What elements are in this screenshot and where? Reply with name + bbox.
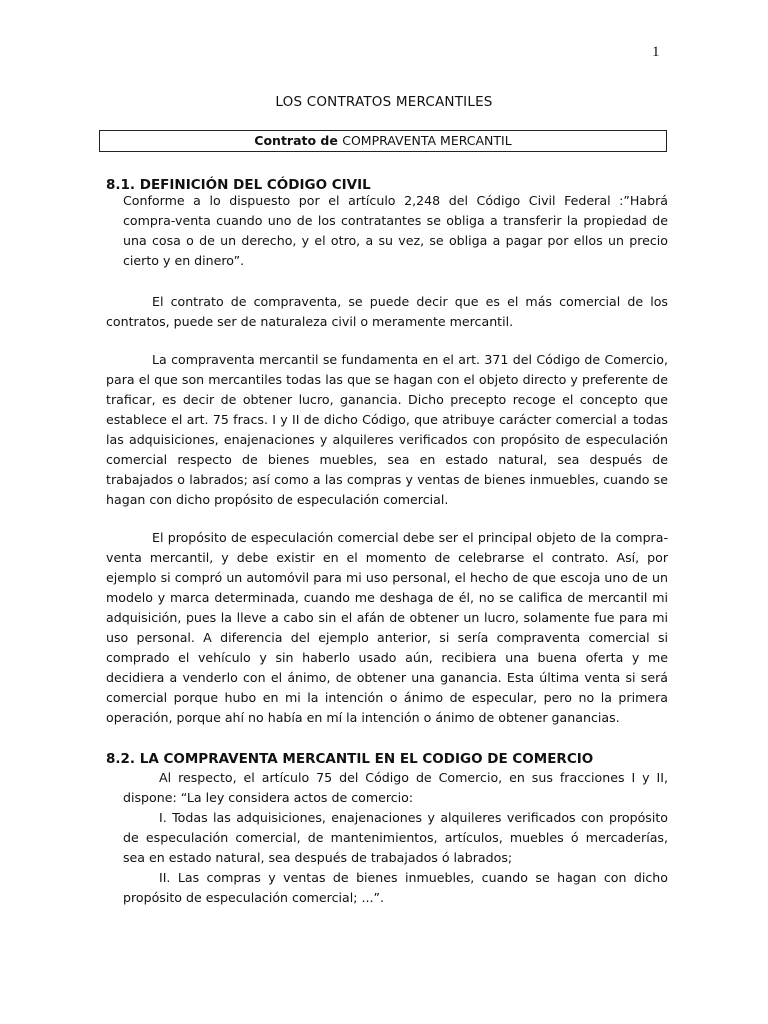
- paragraph-speculation-purpose: El propósito de especulación comercial debe ser el principal objeto de la compra-venta mercantil, y debe existir en el momento de celebrarse el contrato. Así, por ejemplo si compró un automóvil para mi uso personal, el hecho de que escoja uno de un modelo y marca determinada, cuando me deshaga de él, no se califica de mercantil mi adquisición, pues la lleve a cabo sin el afán de obtener un lucro, solamente fue para mi uso personal. A diferencia del ejemplo anterior, si sería compraventa comercial si comprado el vehículo y sin haberlo usado aún, recibiera una buena oferta y me decidiera a venderlo con el ánimo, de obtener una ganancia. Esta última venta si será comercial porque hubo en mi la intención o ánimo de especular, pero no la primera operación, porque ahí no había en mí la intención o ánimo de obtener ganancias.: [106, 530, 668, 725]
- section-heading-definition: 8.1. DEFINICIÓN DEL CÓDIGO CIVIL: [106, 177, 371, 193]
- paragraph-commerce-code-371: La compraventa mercantil se fundamenta en el art. 371 del Código de Comercio, para el que son mercantiles todas las que se hagan con el objeto directo y preferente de traficar, es decir de obtener lucro, ganancia. Dicho precepto recoge el concepto que establece el art. 75 fracs. I y II de dicho Código, que atribuye carácter comercial a todas las adquisiciones, enajenaciones y alquileres verificados con propósito de especulación comercial respecto de bienes muebles, sea en estado natural, sea después de trabajados o labrados; así como a las compras y ventas de bienes inmuebles, cuando se hagan con dicho propósito de especulación comercial.: [106, 352, 668, 507]
- article-75-intro: Al respecto, el artículo 75 del Código de Comercio, en sus fracciones I y II, dispone: “La ley considera actos de comercio:: [123, 770, 668, 805]
- contract-title-box: [99, 130, 667, 152]
- contract-title-emphasis: COMPRAVENTA MERCANTIL: [342, 133, 512, 148]
- fraction-two: II. Las compras y ventas de bienes inmuebles, cuando se hagan con dicho propósito de especulación comercial; ...”.: [123, 870, 668, 905]
- section-heading-commerce-code: 8.2. LA COMPRAVENTA MERCANTIL EN EL CODIGO DE COMERCIO: [106, 751, 594, 767]
- civil-code-quote: Conforme a lo dispuesto por el artículo 2,248 del Código Civil Federal :”Habrá compra-venta cuando uno de los contratantes se obliga a transferir la propiedad de una cosa o de un derecho, y el otro, a su vez, se obliga a pagar por ellos un precio cierto y en dinero”.: [123, 193, 668, 268]
- paragraph-most-commercial: El contrato de compraventa, se puede decir que es el más comercial de los contratos, puede ser de naturaleza civil o meramente mercantil.: [106, 294, 668, 329]
- page-number: 1: [652, 44, 660, 60]
- fraction-one: I. Todas las adquisiciones, enajenaciones y alquileres verificados con propósito de especulación comercial, de mantenimientos, artículos, muebles ó mercaderías, sea en estado natural, sea después de trabajados ó labrados;: [123, 810, 668, 865]
- contract-title-prefix: Contrato de: [254, 133, 343, 148]
- main-title: LOS CONTRATOS MERCANTILES: [275, 94, 493, 110]
